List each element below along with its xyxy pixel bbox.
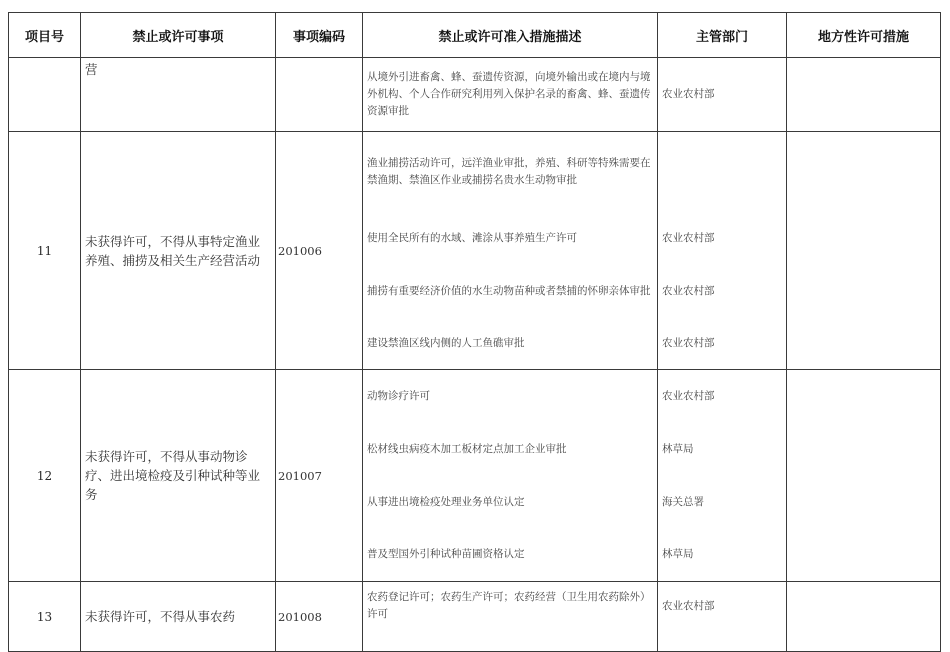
description-cell [363, 58, 658, 132]
measure-dept: 农业农村部 [662, 389, 715, 402]
local-measures-cell [787, 370, 941, 582]
measure-dept: 林草局 [662, 442, 694, 455]
measure-desc: 普及型国外引种试种苗圃资格认定 [367, 548, 525, 560]
measure-desc: 农药登记许可；农药生产许可；农药经营（卫生用农药除外）许可 [367, 591, 651, 620]
item-no-cell: 13 [9, 582, 81, 652]
table-row [9, 582, 941, 652]
measure-dept: 农业农村部 [662, 88, 715, 100]
table-row [9, 370, 941, 582]
measure-desc: 松材线虫病疫木加工板材定点加工企业审批 [367, 442, 567, 455]
measure-desc: 建设禁渔区线内侧的人工鱼礁审批 [367, 337, 525, 349]
item-name-cell: 未获得许可，不得从事特定渔业养殖、捕捞及相关生产经营活动 [81, 132, 276, 370]
measure-dept [662, 132, 780, 212]
measure-desc: 从事进出境检疫处理业务单位认定 [367, 495, 525, 508]
table-row [9, 58, 941, 132]
table-row [9, 132, 941, 370]
local-measures-cell [787, 582, 941, 652]
measure-desc: 渔业捕捞活动许可，远洋渔业审批，养殖、科研等特殊需要在禁渔期、禁渔区作业或捕捞名贵水生动物审批 [367, 157, 651, 186]
header-item-no: 项目号 [9, 13, 81, 58]
code-cell: 201007 [276, 370, 363, 582]
item-no-cell: 12 [9, 370, 81, 582]
header-code: 事项编码 [276, 13, 363, 58]
local-measures-cell [787, 132, 941, 370]
measure-dept: 海关总署 [662, 495, 704, 508]
header-description: 禁止或许可准入措施描述 [363, 13, 658, 58]
header-department: 主管部门 [658, 13, 787, 58]
measure-desc: 使用全民所有的水域、滩涂从事养殖生产许可 [367, 231, 577, 244]
department-cell [658, 58, 787, 132]
local-measures-cell [787, 58, 941, 132]
header-row [9, 13, 941, 58]
item-name-cell [81, 58, 276, 132]
measure-dept: 农业农村部 [662, 337, 715, 349]
description-cell [363, 370, 658, 582]
measure-dept: 林草局 [662, 548, 694, 560]
permit-table [8, 12, 941, 652]
description-cell [363, 582, 658, 652]
department-cell [658, 132, 787, 370]
item-name-cell: 未获得许可，不得从事农药 [81, 582, 276, 652]
item-name-text: 营 [85, 62, 98, 77]
measure-dept: 农业农村部 [662, 284, 715, 297]
measure-dept: 农业农村部 [662, 231, 715, 244]
measure-desc: 从境外引进畜禽、蜂、蚕遗传资源，向境外输出或在境内与境外机构、个人合作研究利用列入保护名录的畜禽、蜂、蚕遗传资源审批 [367, 71, 651, 117]
department-cell [658, 370, 787, 582]
measure-desc: 动物诊疗许可 [367, 389, 430, 402]
measure-dept: 农业农村部 [662, 599, 715, 612]
code-cell: 201008 [276, 582, 363, 652]
description-cell [363, 132, 658, 370]
item-no-cell: 11 [9, 132, 81, 370]
department-cell [658, 582, 787, 652]
header-local-measures: 地方性许可措施 [787, 13, 941, 58]
item-no-cell [9, 58, 81, 132]
code-cell [276, 58, 363, 132]
header-item-name: 禁止或许可事项 [81, 13, 276, 58]
code-cell: 201006 [276, 132, 363, 370]
measure-desc: 捕捞有重要经济价值的水生动物苗种或者禁捕的怀卵亲体审批 [367, 284, 651, 297]
item-name-cell: 未获得许可，不得从事动物诊疗、进出境检疫及引种试种等业务 [81, 370, 276, 582]
